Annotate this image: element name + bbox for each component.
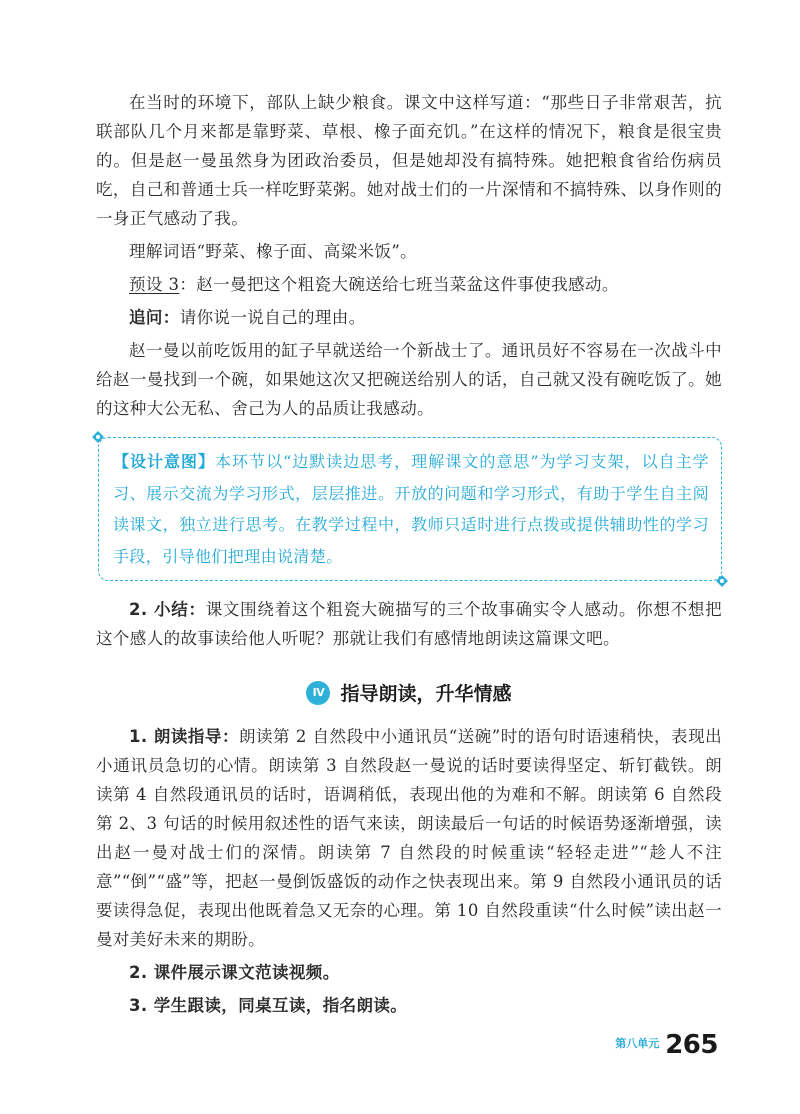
design-intent-paragraph [113, 446, 709, 572]
corner-ornament-icon [716, 575, 728, 587]
follow-up-text: 请你说一说自己的理由。 [179, 308, 366, 327]
design-intent-box [98, 437, 722, 581]
unit-label: 第八单元 [615, 1037, 660, 1050]
design-intent-tag: 【设计意图】 [113, 452, 216, 471]
paragraph-follow-up [96, 303, 722, 332]
page-number: 265 [665, 1030, 718, 1060]
page-content [96, 88, 722, 1020]
paragraph-vocabulary: 理解词语“野菜、橡子面、高粱米饭”。 [129, 242, 418, 261]
page-footer [615, 1030, 718, 1060]
paragraph-video: 2. 课件展示课文范读视频。 [129, 963, 340, 982]
paragraph-reading-guide [96, 722, 722, 954]
corner-ornament-icon [92, 431, 104, 443]
design-intent-text: 本环节以“边默读边思考，理解课文的意思”为学习支架，以自主学习、展示交流为学习形式，层层推进。开放的问题和学习形式，有助于学生自主阅读课文，独立进行思考。在教学过程中，教师只适时进行点拨或提供辅助性的学习手段，引导他们把理由说清楚。 [113, 452, 709, 566]
summary-label: 2. 小结： [129, 600, 206, 619]
follow-up-label: 追问： [129, 308, 180, 327]
reading-guide-text: 朗读第 2 自然段中小通讯员“送碗”时的语句时语速稍快，表现出小通讯员急切的心情。朗读第 3 自然段赵一曼说的话时要读得坚定、斩钉截铁。朗读第 4 自然段通讯员的话时，语调稍低，表现出他的为难和不解。朗读第 6 自然段第 2、3 句话的时候用叙述性的语气来读，朗读最后一句话的时候语势逐渐增强，读出赵一曼对战士们的深情。朗读第 7 自然段的时候重读“轻轻走进”“趁人不注意”“倒”“盛”等，把赵一曼倒饭盛饭的动作之快表现出来。第 9 自然段小通讯员的话要读得急促，表现出他既着急又无奈的心理。第 10 自然段重读“什么时候”读出赵一曼对美好未来的期盼。 [96, 727, 722, 949]
summary-text: 课文围绕着这个粗瓷大碗描写的三个故事确实令人感动。你想不想把这个感人的故事读给他人听呢？那就让我们有感情地朗读这篇课文吧。 [96, 600, 722, 648]
paragraph-context: 在当时的环境下，部队上缺少粮食。课文中这样写道：“那些日子非常艰苦，抗联部队几个月来都是靠野菜、草根、橡子面充饥。”在这样的情况下，粮食是很宝贵的。但是赵一曼虽然身为团政治委员，但是她却没有搞特殊。她把粮食省给伤病员吃，自己和普通士兵一样吃野菜粥。她对战士们的一片深情和不搞特殊、以身作则的一身正气感动了我。 [96, 93, 722, 228]
section-title: 指导朗读，升华情感 [340, 683, 512, 705]
section-number-badge: IV [306, 681, 330, 705]
paragraph-preset-3 [96, 270, 722, 299]
section-heading [96, 679, 722, 706]
paragraph-practice: 3. 学生跟读，同桌互读，指名朗读。 [129, 996, 408, 1015]
paragraph-reason: 赵一曼以前吃饭用的缸子早就送给一个新战士了。通讯员好不容易在一次战斗中给赵一曼找到一个碗，如果她这次又把碗送给别人的话，自己就又没有碗吃饭了。她的这种大公无私、舍己为人的品质让我感动。 [96, 341, 722, 418]
preset-3-text: ：赵一曼把这个粗瓷大碗送给七班当菜盆这件事使我感动。 [179, 275, 619, 294]
paragraph-summary [96, 595, 722, 653]
reading-guide-label: 1. 朗读指导： [129, 727, 239, 746]
preset-3-label: 预设 3 [129, 275, 180, 294]
